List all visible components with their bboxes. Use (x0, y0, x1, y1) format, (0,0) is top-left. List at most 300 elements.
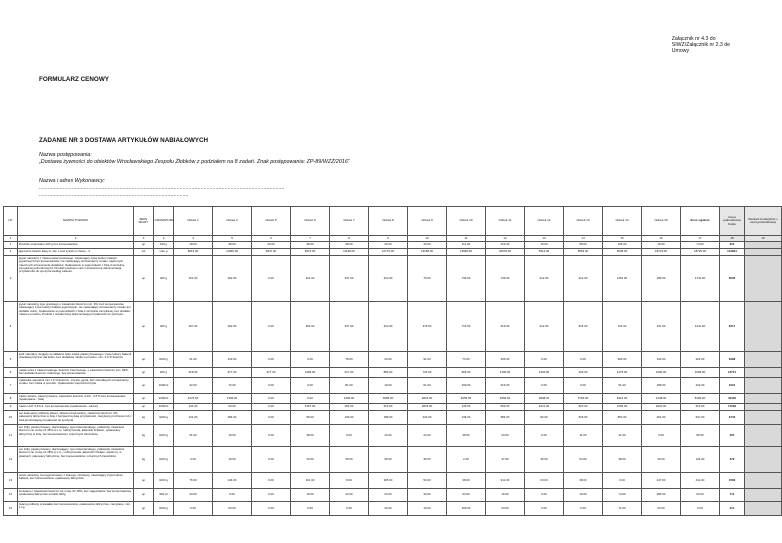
product-name: ser żółty, pasteryzowany, dojrzewający, typu holenderskiego, półtwardy, zawartość tłuszczu nie mniej niż 45% w s.m.; rodzaj Gouda, Edamski N Edam; wędzony, w plastrach, pakowany fabrycznie, bez konserwantów i sztucznych barwników (18, 447, 134, 473)
quantity-cell: 23.00 (369, 352, 408, 368)
quantity-cell: 19.00 (564, 489, 603, 502)
quantity-cell: 1390.00 (486, 368, 525, 378)
column-header: NAZWA TOWARU (18, 207, 134, 236)
total-quantity-cell: 324 (720, 425, 745, 447)
quantity-cell: 91.00 (408, 352, 447, 368)
quantity-cell: 63.00 (447, 489, 486, 502)
total-quantity-cell: 711 (720, 489, 745, 502)
product-name: serek naturalny, homogenizowany z twarogu i śmietany, zawierający żywe kultury bakterii, bez konserwantów, opakowany fabrycznie (18, 473, 134, 489)
unit-price-input[interactable] (745, 378, 782, 394)
quantity-cell: 23.00 (369, 489, 408, 502)
quantity-cell: 8199.00 (681, 394, 720, 404)
quantity-cell: 2138.00 (642, 394, 681, 404)
quantity-cell: 617.00 (330, 368, 369, 378)
column-number: 2 (18, 236, 134, 242)
unit-cell: op (134, 368, 154, 378)
column-header: złobek 5 (252, 207, 291, 236)
quantity-cell: 11199.00 (330, 249, 369, 256)
quantity-cell: 189.00 (369, 411, 408, 425)
table-row (4, 404, 782, 411)
total-quantity-cell: 6217 (720, 302, 745, 352)
quantity-cell: 311.00 (486, 473, 525, 489)
quantity-cell: 133.00 (642, 352, 681, 368)
column-header: Ilość ogółem (681, 207, 720, 236)
quantity-cell: 551.00 (603, 411, 642, 425)
unit-cell: op (134, 242, 154, 249)
grammage-cell: 1000ml (154, 378, 174, 394)
quantity-cell: 38.00 (447, 473, 486, 489)
quantity-cell: 101.00 (642, 302, 681, 352)
quantity-cell: 4221.00 (525, 404, 564, 411)
column-number: 5 (213, 236, 252, 242)
product-name: Drożdże prasowane 100 g bez konserwantów (18, 242, 134, 249)
column-header: złobek 6 (291, 207, 330, 236)
row-lp: 6 (4, 368, 18, 378)
quantity-cell: 1375.00 (603, 368, 642, 378)
quantity-cell: 1266.00 (603, 404, 642, 411)
quantity-cell: 43.00 (408, 242, 447, 249)
unit-cell: op (134, 489, 154, 502)
grammage-cell: 200 g (154, 368, 174, 378)
quantity-cell: 584.00 (486, 411, 525, 425)
quantity-cell: 0.00 (252, 404, 291, 411)
row-lp: 9 (4, 404, 18, 411)
table-row (4, 352, 782, 368)
product-name: jogurt naturalny typu greckiego o zawartości tłuszczu min. 9%, bez konserwantów, zawierający żywe kultury bakterii jogurtowych, nie zawierający wzmacniaczy smaku ani dodatku cukru; Opakowanie w pojemnikach z folią 4 szczelnie zamykanej, bez dodatku mleka w proszku. Produkt z dostarczoną dokumentacją przydatności do spożycia. (18, 302, 134, 352)
unit-price-input[interactable] (745, 425, 782, 447)
unit-cell: op (134, 473, 154, 489)
quantity-cell: 21.00 (174, 352, 213, 368)
row-lp: 2 (4, 249, 18, 256)
total-quantity-cell: 44446 (720, 394, 745, 404)
table-row (4, 502, 782, 516)
grammage-cell: 100 g (154, 242, 174, 249)
unit-price-input[interactable] (745, 502, 782, 516)
quantity-cell: 4659.00 (447, 394, 486, 404)
column-header: złobek 9 (408, 207, 447, 236)
quantity-cell: 109.00 (447, 502, 486, 516)
quantity-cell: 74.00 (681, 242, 720, 249)
table-row (4, 473, 782, 489)
quantity-cell: 0.00 (252, 447, 291, 473)
quantity-cell: 13158.00 (408, 249, 447, 256)
quantity-cell: 10776.00 (369, 249, 408, 256)
quantity-cell: 364.00 (291, 302, 330, 352)
quantity-cell: 63.00 (525, 473, 564, 489)
unit-price-input[interactable] (745, 256, 782, 302)
quantity-cell: 38.00 (603, 447, 642, 473)
quantity-cell: 111.00 (447, 242, 486, 249)
quantity-cell: 33.00 (174, 489, 213, 502)
quantity-cell: 2833.00 (408, 404, 447, 411)
quantity-cell: 0.00 (291, 394, 330, 404)
quantity-cell: 95.00 (291, 411, 330, 425)
quantity-cell: 40.00 (369, 242, 408, 249)
quantity-cell: 736.00 (447, 256, 486, 302)
quantity-cell: 222.00 (681, 352, 720, 368)
quantity-cell: 882.00 (369, 368, 408, 378)
contractor-block (39, 178, 285, 198)
quantity-cell: 9.00 (213, 489, 252, 502)
total-quantity-cell: 612 (720, 242, 745, 249)
total-quantity-cell: 414 (720, 502, 745, 516)
quantity-cell: 0.00 (252, 473, 291, 489)
quantity-cell: 2020.00 (642, 404, 681, 411)
quantity-cell: 63.00 (642, 502, 681, 516)
quantity-cell: 212.00 (525, 256, 564, 302)
unit-price-input[interactable] (745, 489, 782, 502)
grammage-cell: L/ku g (154, 249, 174, 256)
quantity-cell: 37.00 (486, 447, 525, 473)
quantity-cell: 0.00 (252, 502, 291, 516)
unit-price-input[interactable] (745, 249, 782, 256)
unit-price-input[interactable] (745, 411, 782, 425)
quantity-cell: 965.00 (447, 368, 486, 378)
quantity-cell: 513.00 (369, 404, 408, 411)
quantity-cell: 0.00 (564, 352, 603, 368)
unit-price-input[interactable] (745, 352, 782, 368)
grammage-cell: 1000ml (154, 404, 174, 411)
unit-price-input[interactable] (745, 473, 782, 489)
quantity-cell: 515.00 (564, 302, 603, 352)
unit-cell: kg (134, 447, 154, 473)
unit-cell: op (134, 256, 154, 302)
quantity-cell: 33.00 (291, 447, 330, 473)
unit-price-input[interactable] (745, 394, 782, 404)
unit-cell: op (134, 378, 154, 394)
quantity-cell: 13983.00 (447, 249, 486, 256)
column-number: 16 (642, 236, 681, 242)
quantity-cell: 30.00 (642, 447, 681, 473)
quantity-cell: 725.00 (408, 368, 447, 378)
total-quantity-cell: 479 (720, 447, 745, 473)
unit-price-input[interactable] (745, 404, 782, 411)
quantity-cell: 1241.00 (681, 302, 720, 352)
quantity-cell: 147.00 (642, 473, 681, 489)
quantity-cell: 4167.00 (291, 404, 330, 411)
quantity-cell: 410.00 (369, 302, 408, 352)
column-header: Cena jednostkowa brutto (720, 207, 745, 236)
column-number: 17 (681, 236, 720, 242)
quantity-cell: 616.00 (486, 302, 525, 352)
quantity-cell: 35.00 (525, 447, 564, 473)
quantity-cell: 58.00 (564, 242, 603, 249)
table-header-row (4, 207, 782, 236)
quantity-cell: 16.00 (486, 489, 525, 502)
quantity-cell: 202.00 (213, 256, 252, 302)
column-number: 8 (330, 236, 369, 242)
quantity-cell: 716.00 (447, 302, 486, 352)
product-name: mleko świeże, pasteryzowane, zawartość tłuszczu 3,2% - 3,5 % bez konserwantów (opakowanie - folia) (18, 394, 134, 404)
grammage-cell: 1000ml (154, 394, 174, 404)
contractor-dots[interactable]: .................................................................................................................................................................... (39, 184, 285, 191)
unit-price-input[interactable] (745, 368, 782, 378)
quantity-cell: 4538.00 (603, 249, 642, 256)
quantity-cell: 8.00 (330, 473, 369, 489)
row-lp: 7 (4, 378, 18, 394)
quantity-cell: 22.00 (330, 489, 369, 502)
table-row (4, 411, 782, 425)
quantity-cell: 222.00 (681, 378, 720, 394)
quantity-cell: 76.00 (408, 256, 447, 302)
column-number: 15 (603, 236, 642, 242)
quantity-cell: 0.00 (330, 502, 369, 516)
table-row (4, 489, 782, 502)
ref-line-2: SIWZ/Załącznik nr 2.3 de (671, 42, 730, 49)
contractor-dots-2[interactable]: .................................................................................................... (39, 191, 189, 198)
quantity-cell: 616.00 (486, 378, 525, 394)
quantity-cell: 8553.00 (564, 249, 603, 256)
quantity-cell: 164.00 (330, 404, 369, 411)
quantity-cell: 134.00 (681, 447, 720, 473)
total-quantity-cell: 1583 (720, 473, 745, 489)
table-row (4, 242, 782, 249)
column-header: złobek 1 (174, 207, 213, 236)
quantity-cell: 4.00 (174, 447, 213, 473)
total-quantity-cell: 15714 (720, 368, 745, 378)
ref-line-3: Umowy (671, 48, 690, 55)
quantity-cell: 0.00 (252, 378, 291, 394)
column-number: 13 (525, 236, 564, 242)
quantity-cell: 197.00 (174, 302, 213, 352)
unit-cell: kg (134, 411, 154, 425)
total-quantity-cell: 3743 (720, 411, 745, 425)
quantity-cell: 23.00 (486, 425, 525, 447)
quantity-cell: 82.00 (525, 411, 564, 425)
quantity-cell: 547.00 (681, 411, 720, 425)
quantity-cell: 410.00 (369, 256, 408, 302)
unit-cell: szt (134, 249, 154, 256)
grammage-cell: 1000 g (154, 352, 174, 368)
quantity-cell: 2898.00 (525, 394, 564, 404)
quantity-cell: 21.00 (174, 425, 213, 447)
table-row (4, 425, 782, 447)
column-header: złobek 7 (330, 207, 369, 236)
quantity-cell: 38.00 (330, 242, 369, 249)
quantity-cell: 63.00 (213, 404, 252, 411)
column-header: złobek 2 (213, 207, 252, 236)
quantity-cell: 1090.00 (642, 368, 681, 378)
quantity-cell: 0.00 (291, 502, 330, 516)
quantity-cell: 53.00 (408, 473, 447, 489)
quantity-cell: 0.00 (252, 256, 291, 302)
row-lp: 12 (4, 447, 18, 473)
table-row (4, 394, 782, 404)
quantity-cell: 4914.00 (603, 394, 642, 404)
quantity-cell: 38.00 (291, 425, 330, 447)
product-name: mleko UHT 3,2% tł., bez konserwantów (opakowanie - karton) (18, 404, 134, 411)
quantity-cell: 78.00 (330, 352, 369, 368)
quantity-cell: 6974.00 (291, 249, 330, 256)
quantity-cell: 2295.00 (681, 368, 720, 378)
column-number: 12 (486, 236, 525, 242)
quantity-cell: 25.00 (369, 447, 408, 473)
quantity-cell: 237.00 (330, 302, 369, 352)
unit-cell: op (134, 394, 154, 404)
price-table (3, 206, 782, 516)
quantity-cell: 0.00 (564, 502, 603, 516)
quantity-cell: 136.00 (447, 404, 486, 411)
row-lp: 10 (4, 411, 18, 425)
quantity-cell: 136.00 (330, 411, 369, 425)
unit-cell: op (134, 404, 154, 411)
procedure-label: Nazwa postępowania: (39, 152, 92, 158)
quantity-cell: 22.00 (408, 425, 447, 447)
quantity-cell: 1286.00 (291, 368, 330, 378)
quantity-cell: 18.00 (174, 242, 213, 249)
quantity-cell: 2832.00 (408, 394, 447, 404)
product-name: jogurt naturalny z mleka pasteryzowanego, zawierający żywe kultury bakterii jogurtowych bez konserwantów, nie zawierający wzmacniaczy smaku, sądzonych mlecznych wzmocnienia dodatków; Opakowanie w pojemnikach z folią 4 szczelnie zamykanej jednorazowymi, Produkt powinien mieć z dostarczoną dokumentacją przydatności do spożycia według zaleceń. (18, 256, 134, 302)
quantity-cell: 1264.00 (525, 368, 564, 378)
quantity-cell: 43.00 (369, 502, 408, 516)
quantity-cell: 0.00 (174, 502, 213, 516)
quantity-cell: 91.00 (603, 378, 642, 394)
unit-price-input[interactable] (745, 242, 782, 249)
quantity-cell: 222.00 (408, 411, 447, 425)
quantity-cell: 5913.00 (525, 249, 564, 256)
quantity-cell: 61.00 (408, 378, 447, 394)
quantity-cell: 15.00 (525, 242, 564, 249)
quantity-cell: 105.00 (603, 242, 642, 249)
quantity-cell: 619.00 (174, 368, 213, 378)
quantity-cell: 71.00 (603, 502, 642, 516)
column-number: 9 (369, 236, 408, 242)
column-number: 10 (408, 236, 447, 242)
quantity-cell: 0.00 (525, 502, 564, 516)
quantity-cell: 101.00 (291, 473, 330, 489)
column-header: złobek 10 (447, 207, 486, 236)
column-header: LP. (4, 207, 18, 236)
quantity-cell: 0.00 (252, 352, 291, 368)
quantity-cell: 1154.00 (603, 256, 642, 302)
quantity-cell: 513.00 (564, 404, 603, 411)
column-header: JEDN. MIARY (134, 207, 154, 236)
column-number: 3 (134, 236, 154, 242)
price-table-wrapper (3, 206, 778, 532)
quantity-cell: 19.00 (291, 489, 330, 502)
unit-cell: op (134, 502, 154, 516)
quantity-cell: 19.00 (213, 425, 252, 447)
total-quantity-cell: 144804 (720, 249, 745, 256)
quantity-cell: 109.00 (447, 378, 486, 394)
quantity-cell: 3996.00 (369, 394, 408, 404)
quantity-cell: 515.00 (564, 411, 603, 425)
quantity-cell: 347.00 (330, 256, 369, 302)
section-title: ZADANIE NR 3 DOSTAWA ARTYKUŁÓW NABIAŁOWYCH (39, 137, 209, 144)
quantity-cell: 0.00 (525, 489, 564, 502)
quantity-cell: 0.00 (642, 425, 681, 447)
total-quantity-cell: 6095 (720, 256, 745, 302)
product-name: ser żółty, pasteryzowany, dojrzewający, typu holenderskiego, półtwardy, zawartość tłuszczu nie mniej niż 45% w s.m; rodzaj Gouda, Edamski N Edam, opakowany fabrycznie w folię, bez konserwantów i sztucznych barwników (18, 425, 134, 447)
quantity-cell: 38.00 (564, 473, 603, 489)
unit-cell: kg (134, 425, 154, 447)
quantity-cell: 0.00 (252, 425, 291, 447)
column-number: 18 (720, 236, 745, 242)
quantity-cell: 73.00 (447, 352, 486, 368)
quantity-cell: 202.00 (213, 302, 252, 352)
quantity-cell: 993.00 (603, 352, 642, 368)
quantity-cell: 3782.00 (564, 394, 603, 404)
row-lp: 15 (4, 502, 18, 516)
quantity-cell: 76.00 (174, 473, 213, 489)
product-name: masło extra z mleka krowiego, tłuszczu zwierzęcego, o zawartości tłuszczu min. 82%, bez dodatku tłuszczu roślinnego, bez konserwantów (18, 368, 134, 378)
quantity-cell: 35.00 (330, 447, 369, 473)
grammage-cell: 1000 g (154, 473, 174, 489)
quantity-cell: 136.00 (447, 411, 486, 425)
row-lp: 8 (4, 394, 18, 404)
column-header: Wartość brutto(ilość x cena jednostkowa) (745, 207, 782, 236)
quantity-cell: 436.00 (486, 352, 525, 368)
column-header: złobek 15 (642, 207, 681, 236)
quantity-cell: 63.00 (213, 502, 252, 516)
quantity-cell: 54.00 (564, 447, 603, 473)
quantity-cell: 9.00 (330, 425, 369, 447)
quantity-cell: 35.00 (408, 447, 447, 473)
column-number: 7 (291, 236, 330, 242)
grammage-cell: 400 g (154, 256, 174, 302)
quantity-cell: 977.00 (252, 368, 291, 378)
quantity-cell: 736.00 (486, 256, 525, 302)
ref-line-1: Załącznik nr 4.3 do (671, 36, 716, 42)
quantity-cell: 19.00 (369, 378, 408, 394)
row-lp: 5 (4, 352, 18, 368)
row-lp: 1 (4, 242, 18, 249)
unit-price-input[interactable] (745, 302, 782, 352)
grammage-cell: 400 g (154, 302, 174, 352)
quantity-cell: 414.00 (291, 256, 330, 302)
quantity-cell: 212.00 (525, 302, 564, 352)
quantity-cell: 0.00 (252, 489, 291, 502)
attachment-reference (672, 36, 730, 55)
quantity-cell: 8613.00 (174, 249, 213, 256)
table-row (4, 378, 782, 394)
quantity-cell: 95.00 (681, 425, 720, 447)
product-name: maślanka naturalna min 1,5 % tłuszczu. Czysta, gęsta, bez szkodliwych wzmacniaczy smaku, bez mleka w proszku. Opakowanie nieprzeźroczyste (18, 378, 134, 394)
column-number: 3 (154, 236, 174, 242)
row-lp: 11 (4, 425, 18, 447)
quantity-cell: 4956.00 (486, 394, 525, 404)
unit-price-input[interactable] (745, 447, 782, 473)
table-row (4, 256, 782, 302)
contractor-label: Nazwa i adres Wykonawcy: (39, 178, 105, 184)
quantity-cell: 3176.00 (174, 394, 213, 404)
quantity-cell: 513.00 (681, 404, 720, 411)
quantity-cell: 189.00 (642, 256, 681, 302)
column-number: 1 (4, 236, 18, 242)
quantity-cell: 18734.00 (642, 249, 681, 256)
quantity-cell: 222.00 (486, 242, 525, 249)
table-row (4, 368, 782, 378)
procedure-block (39, 152, 350, 166)
quantity-cell: 189.00 (642, 378, 681, 394)
quantity-cell: 284.00 (213, 411, 252, 425)
table-row (4, 447, 782, 473)
quantity-cell: 0.00 (681, 502, 720, 516)
product-name: kefir naturalny niegęsty ze składem tylko mleka pasteryzowanego i żywe kultury bakterii, charakterystyczne dla kefiru, bez dodatków mleka w proszku, min. 2,0 % tłuszczu (18, 352, 134, 368)
quantity-cell: 0.00 (252, 302, 291, 352)
quantity-cell: 0.00 (525, 425, 564, 447)
quantity-cell: 31.00 (603, 425, 642, 447)
quantity-cell: 1356.00 (213, 394, 252, 404)
quantity-cell: 38.00 (213, 242, 252, 249)
quantity-cell: 592.00 (486, 404, 525, 411)
quantity-cell: 143.00 (213, 352, 252, 368)
table-row (4, 302, 782, 352)
quantity-cell: 0.00 (564, 378, 603, 394)
quantity-cell: 19.00 (213, 447, 252, 473)
quantity-cell: 141.00 (174, 404, 213, 411)
grammage-cell: 400 ml (154, 489, 174, 502)
